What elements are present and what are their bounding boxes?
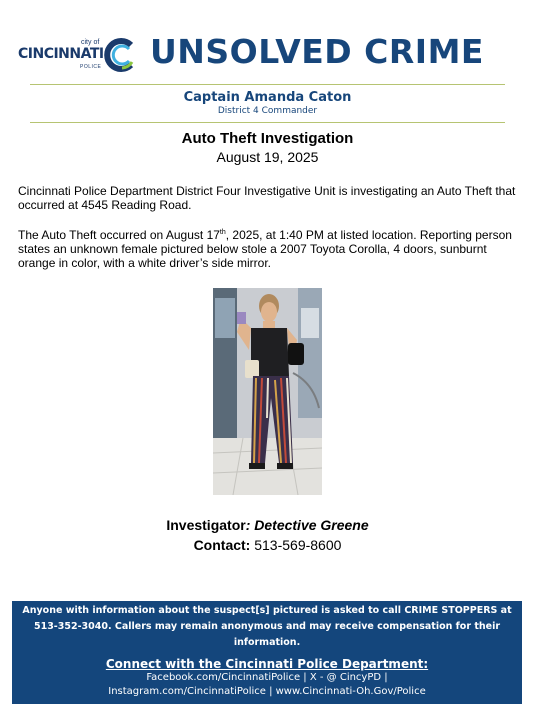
page-title: UNSOLVED CRIME bbox=[150, 32, 484, 71]
contact-label: Contact: bbox=[193, 537, 251, 553]
paragraph-2-start: The Auto Theft occurred on August 17 bbox=[18, 228, 220, 242]
social-links-line-1: Facebook.com/CincinnatiPolice | X - @ CincyPD | bbox=[146, 672, 388, 683]
investigator-name: : Detective Greene bbox=[245, 517, 369, 533]
footer-banner bbox=[12, 601, 522, 704]
notice-heading: Auto Theft Investigation bbox=[181, 130, 354, 147]
divider-top bbox=[30, 84, 505, 85]
cincinnati-police-logo bbox=[18, 36, 136, 76]
notice-paragraph-2 bbox=[18, 228, 520, 270]
connect-heading: Connect with the Cincinnati Police Department: bbox=[105, 657, 429, 671]
paragraph-2-superscript: th bbox=[219, 229, 226, 236]
divider-bottom bbox=[30, 122, 505, 123]
social-links bbox=[12, 671, 522, 699]
notice-date: August 19, 2025 bbox=[216, 149, 319, 165]
notice-paragraph-1: Cincinnati Police Department District Four Investigative Unit is investigating an Auto Theft that occurred at 4545 Reading Road. bbox=[18, 184, 516, 212]
header bbox=[14, 30, 519, 80]
logo-c-icon bbox=[102, 37, 138, 73]
suspect-photo bbox=[213, 288, 322, 495]
social-links-line-2: Instagram.com/CincinnatiPolice | www.Cincinnati-Oh.Gov/Police bbox=[108, 686, 426, 697]
contact-line bbox=[0, 537, 535, 553]
commander-name: Captain Amanda Caton bbox=[183, 90, 352, 105]
investigator-line bbox=[0, 517, 535, 533]
commander-role: District 4 Commander bbox=[217, 106, 318, 116]
investigator-label: Investigator bbox=[166, 517, 246, 533]
crime-stoppers-message: Anyone with information about the suspect[s] pictured is asked to call CRIME STOPPERS at 513-352-3040. Callers may remain anonymous and may receive compensation for their information. bbox=[22, 605, 512, 648]
logo-city-of: city of bbox=[81, 39, 100, 46]
logo-police: POLICE bbox=[80, 64, 102, 70]
logo-city-name: CINCINNATI bbox=[18, 46, 104, 62]
paragraph-2-end: , 2025, at 1:40 PM at listed location. Reporting person states an unknown female pictured below stole a 2007 Toyota Corolla, 4 doors, sunburnt orange in color, with a white driver’s side mirror. bbox=[18, 228, 512, 270]
contact-phone: 513-569-8600 bbox=[250, 537, 342, 553]
